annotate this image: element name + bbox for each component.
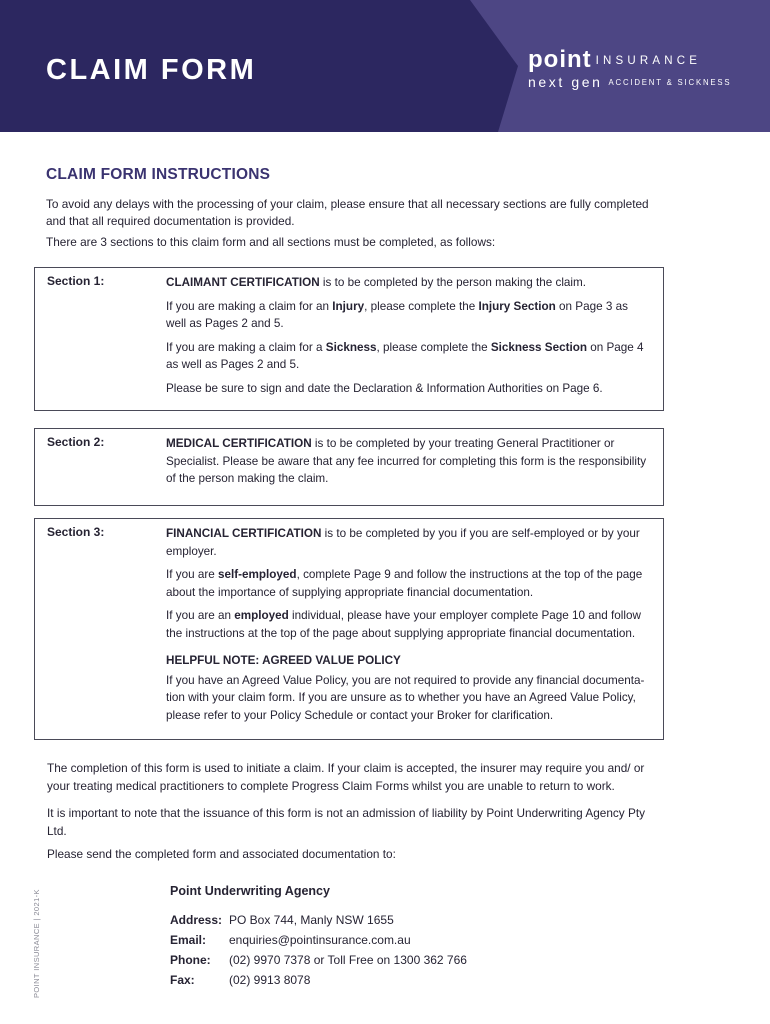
section-2-line-1: MEDICAL CERTIFICATION is to be completed by your treating General Practitioner or Specialist. Please be aware that any fee incurred for completing this form is the responsibility of the person making the claim. bbox=[166, 437, 647, 485]
intro-paragraph: To avoid any delays with the processing of your claim, please ensure that all necessary sections are fully completed and that all required documentation is provided. bbox=[46, 197, 649, 228]
section-1-line-2: If you are making a claim for an Injury, please complete the Injury Section on Page 3 as well as Pages 2 and 5. bbox=[166, 299, 628, 330]
section-3-body bbox=[166, 525, 651, 726]
section-3-line-1: FINANCIAL CERTIFICATION is to be completed by you if you are self-employed or by your employer. bbox=[166, 527, 640, 558]
section-1-label: Section 1: bbox=[47, 274, 105, 288]
contact-address-row bbox=[170, 910, 590, 930]
intro-sections-note: There are 3 sections to this claim form and all sections must be completed, as follows: bbox=[46, 235, 496, 249]
fax-label: Fax: bbox=[170, 973, 195, 987]
helpful-note-heading: HELPFUL NOTE: AGREED VALUE POLICY bbox=[166, 654, 401, 667]
section-2-label: Section 2: bbox=[47, 435, 105, 449]
fax-value: (02) 9913 8078 bbox=[229, 973, 311, 987]
instructions-heading: CLAIM FORM INSTRUCTIONS bbox=[46, 166, 271, 183]
section-1-line-3: If you are making a claim for a Sickness, please complete the Sickness Section on Page 4 as well as Pages 2 and 5. bbox=[166, 340, 644, 371]
section-2-box bbox=[34, 428, 664, 506]
contact-fax-row bbox=[170, 970, 590, 990]
closing-paragraph-2: It is important to note that the issuance of this form is not an admission of liability by Point Underwriting Agency Pty Ltd. bbox=[47, 806, 646, 838]
logo-brand-text: point bbox=[528, 46, 592, 73]
helpful-note-body: If you have an Agreed Value Policy, you are not required to provide any financial documenta-tion with your claim form. If you are unsure as to whether you have an Agreed Value Policy, please refer to your Policy Schedule or contact your Broker for clarification. bbox=[166, 673, 645, 722]
section-3-line-3: If you are an employed individual, please have your employer complete Page 10 and follow the instructions at the top of the page about supplying appropriate financial documentation. bbox=[166, 609, 641, 640]
section-3-line-2: If you are self-employed, complete Page 9 and follow the instructions at the top of the page about the importance of supplying appropriate financial documentation. bbox=[166, 568, 643, 599]
section-3-box bbox=[34, 518, 664, 740]
form-version-code: POINT INSURANCE | 2021-K bbox=[32, 889, 41, 998]
email-label: Email: bbox=[170, 933, 207, 947]
contact-block bbox=[170, 884, 590, 990]
logo-accident-text: ACCIDENT & SICKNESS bbox=[608, 78, 732, 87]
closing-paragraph-1: The completion of this form is used to initiate a claim. If your claim is accepted, the insurer may require you and/ or your treating medical practitioners to complete Progress Claim Forms whilst you are unable to return to work. bbox=[47, 761, 645, 793]
phone-value: (02) 9970 7378 or Toll Free on 1300 362 766 bbox=[229, 953, 467, 967]
brand-logo bbox=[528, 46, 731, 92]
address-label: Address: bbox=[170, 913, 223, 927]
section-1-line-1: CLAIMANT CERTIFICATION is to be completed by the person making the claim. bbox=[166, 276, 587, 289]
section-1-body bbox=[166, 274, 651, 399]
address-value: PO Box 744, Manly NSW 1655 bbox=[229, 913, 394, 927]
closing-paragraph-3: Please send the completed form and associated documentation to: bbox=[47, 847, 396, 861]
logo-insurance-text: INSURANCE bbox=[595, 55, 702, 67]
phone-label: Phone: bbox=[170, 953, 211, 967]
section-1-box bbox=[34, 267, 664, 411]
page-title: CLAIM FORM bbox=[46, 54, 257, 86]
contact-phone-row bbox=[170, 950, 590, 970]
contact-email-row bbox=[170, 930, 590, 950]
section-1-line-4: Please be sure to sign and date the Declaration & Information Authorities on Page 6. bbox=[166, 381, 603, 395]
instructions-intro bbox=[46, 166, 666, 255]
section-2-body bbox=[166, 435, 651, 490]
section-3-label: Section 3: bbox=[47, 525, 105, 539]
header-banner bbox=[0, 0, 770, 132]
contact-name: Point Underwriting Agency bbox=[170, 884, 330, 898]
logo-nextgen-text: next gen bbox=[528, 74, 603, 90]
email-link[interactable]: enquiries@pointinsurance.com.au bbox=[229, 933, 411, 947]
